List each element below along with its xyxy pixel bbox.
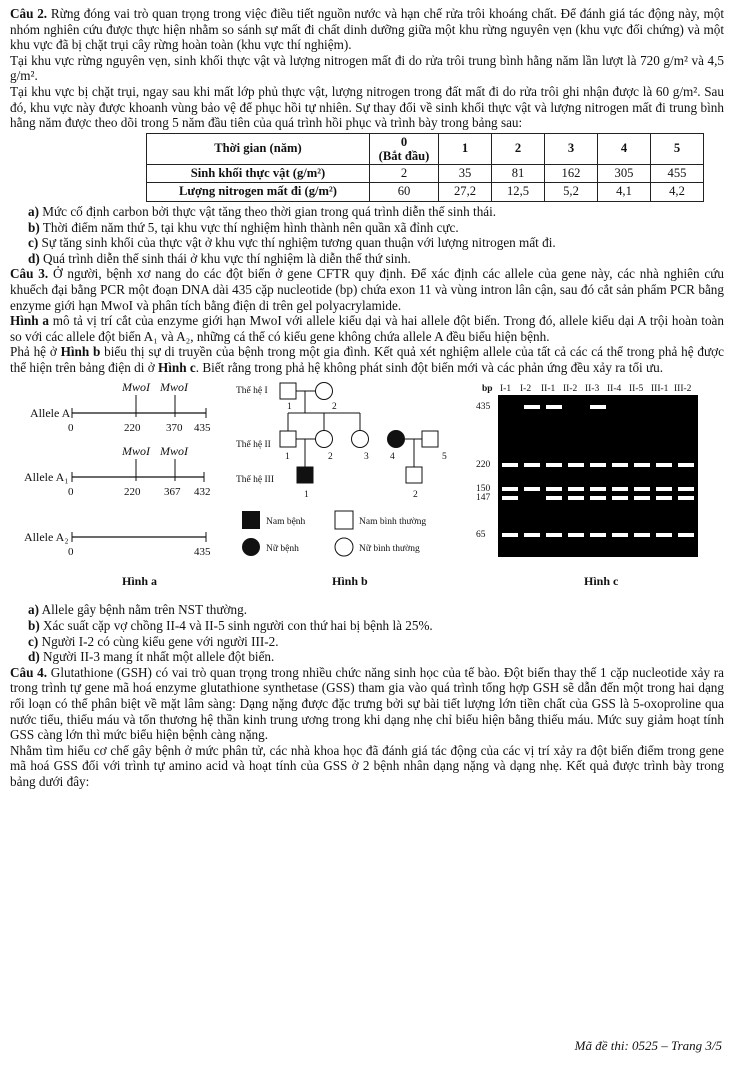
q3-option-b: b) Xác suất cặp vợ chồng II-4 và II-5 sinh người con thứ hai bị bệnh là 25%.: [28, 618, 433, 634]
gel-band: [502, 463, 518, 467]
gen-3-label: Thế hệ III: [236, 475, 274, 486]
gel-band: [612, 487, 628, 491]
gel-band: [502, 496, 518, 500]
table-year: 1: [439, 133, 492, 164]
figure-b: [236, 383, 447, 589]
q2-option-a: a) Mức cố định carbon bởi thực vật tăng theo thời gian trong quá trình diễn thế sinh thái.: [28, 203, 497, 219]
legend-female-ok-icon: [335, 538, 353, 556]
allele-a1-name: Allele A₁: [24, 470, 69, 485]
figures-svg: [10, 379, 724, 602]
pedigree-number: 4: [390, 452, 395, 463]
table-cell: 12,5: [492, 183, 545, 202]
tick-label: 0: [68, 486, 74, 499]
figure-a-caption: Hình a: [122, 574, 158, 589]
tick-label: 435: [194, 546, 211, 559]
table-year: 3: [545, 133, 598, 164]
lane-label: II-3: [585, 384, 600, 395]
gel-band: [546, 463, 562, 467]
tick-label: 367: [164, 486, 181, 499]
figure-b-caption: Hình b: [332, 574, 368, 589]
gel-band: [568, 487, 584, 491]
tick-label: 220: [124, 486, 141, 499]
q2-option-b: b) Thời điểm năm thứ 5, tại khu vực thí nghiệm hình thành nên quần xã đỉnh cực.: [28, 219, 459, 235]
gel-band: [568, 463, 584, 467]
gel-band: [678, 533, 694, 537]
table-header-label: Thời gian (năm): [147, 133, 370, 164]
q3-figures: [10, 379, 724, 602]
legend-female-sick: Nữ bệnh: [266, 544, 299, 555]
gel-band: [546, 487, 562, 491]
allele-a-name: Allele A: [30, 406, 71, 421]
table-cell: 162: [545, 164, 598, 183]
table-row: [147, 164, 704, 183]
enzyme-label: MwoI: [160, 444, 188, 459]
enzyme-label: MwoI: [122, 444, 150, 459]
tick-label: 0: [68, 422, 74, 435]
gel-band: [502, 487, 518, 491]
figure-a: [24, 380, 211, 588]
lane-label: II-5: [629, 384, 644, 395]
lane-label: III-2: [674, 384, 692, 395]
pedigree-number: 5: [442, 452, 447, 463]
lane-label: III-1: [651, 384, 669, 395]
gel-band: [634, 463, 650, 467]
pedigree-number: 1: [304, 490, 309, 501]
table-year: 4: [598, 133, 651, 164]
gel-band: [524, 405, 540, 409]
legend-female-sick-icon: [242, 538, 260, 556]
gel-band: [590, 533, 606, 537]
size-label: 220: [476, 460, 491, 471]
enzyme-label: MwoI: [160, 380, 188, 395]
lane-label: I-1: [500, 384, 512, 395]
gel-band: [590, 463, 606, 467]
q3-option-c: c) Người I-2 có cùng kiểu gene với người III-2.: [28, 633, 279, 649]
tick-label: 435: [194, 422, 211, 435]
q3-paragraph-3: Phả hệ ở Hình b biểu thị sự di truyền của bệnh trong một gia đình. Kết quả xét nghiệm allele của tất cả các cá thể trong phả hệ được thể hiện trên bảng điện di ở Hình c. Biết rằng trong phả hệ không phát sinh đột biến mới và các phản ứng đều xảy ra tối ưu.: [10, 344, 724, 375]
figure-c: [476, 384, 698, 588]
table-year: 5: [651, 133, 704, 164]
gel-band: [612, 533, 628, 537]
lane-label: II-1: [541, 384, 556, 395]
table-cell: 455: [651, 164, 704, 183]
enzyme-label: MwoI: [122, 380, 150, 395]
lane-label: II-2: [563, 384, 578, 395]
q2-option-c: c) Sự tăng sinh khối của thực vật ở khu vực thí nghiệm tương quan thuận với lượng nitrogen mất đi.: [28, 235, 556, 251]
size-label: 147: [476, 493, 491, 504]
table-row-label: Lượng nitrogen mất đi (g/m²): [147, 183, 370, 202]
q4-label: Câu 4.: [10, 664, 48, 680]
gel-band: [524, 487, 540, 491]
gel-band: [656, 533, 672, 537]
q3-option-a: a) Allele gây bệnh nằm trên NST thường.: [28, 602, 247, 618]
table-row: [147, 183, 704, 202]
pedigree-number: 2: [332, 402, 337, 413]
legend-male-sick-icon: [242, 511, 260, 529]
table-cell: 305: [598, 164, 651, 183]
gel-band: [524, 463, 540, 467]
pedigree-male-II-1: [280, 431, 296, 447]
gel-band: [634, 487, 650, 491]
gen-1-label: Thế hệ I: [236, 386, 268, 397]
q2-paragraph-2: Tại khu vực rừng nguyên vẹn, sinh khối thực vật và lượng nitrogen mất đi do rửa trôi trung bình hằng năm lần lượt là 720 g/m² và 4,5 g/m².: [10, 52, 724, 84]
table-cell: 5,2: [545, 183, 598, 202]
tick-label: 220: [124, 422, 141, 435]
size-label: 65: [476, 530, 486, 541]
gel-band: [678, 463, 694, 467]
pedigree-number: 3: [364, 452, 369, 463]
gel-band: [678, 496, 694, 500]
table-year: 2: [492, 133, 545, 164]
q4-paragraph-2: Nhằm tìm hiểu cơ chế gây bệnh ở mức phân tử, các nhà khoa học đã đánh giá tác động của các vị trí xảy ra đột biến điểm trong gene mã hoá GSS đối với trình tự amino acid và hoạt tính của GSS ở 2 bệnh nhân dạng nặng và dạng nhẹ. Kết quả được trình bày trong bảng dưới đây:: [10, 742, 724, 789]
pedigree-female-II-4: [388, 431, 405, 448]
legend-male-sick: Nam bệnh: [266, 517, 306, 528]
page-footer: Mã đề thi: 0525 – Trang 3/5: [574, 1038, 722, 1053]
gel-band: [546, 405, 562, 409]
gel-band: [546, 496, 562, 500]
exam-page: [10, 6, 724, 790]
gel-band: [678, 487, 694, 491]
table-cell: 60: [370, 183, 439, 202]
gel-band: [546, 533, 562, 537]
lane-label: II-4: [607, 384, 622, 395]
q3-paragraph-2: Hình a mô tả vị trí cắt của enzyme giới hạn MwoI với allele kiểu dại và hai allele đột biến. Trong đó, allele kiểu dại A trội hoàn toàn so với các allele đột biến A₁ và A₂, những cá thể có kiểu gene không chứa allele A đều biểu hiện bệnh.: [10, 313, 724, 344]
pedigree-number: 2: [413, 490, 418, 501]
pedigree-male-I-1: [280, 383, 296, 399]
table-row-label: Sinh khối thực vật (g/m²): [147, 164, 370, 183]
q2-option-d: d) Quá trình diễn thế sinh thái ở khu vực thí nghiệm là diễn thế thứ sinh.: [28, 250, 411, 266]
pedigree-female-II-2: [316, 431, 333, 448]
q2-table-wrap: [10, 133, 724, 202]
bp-label: bp: [482, 384, 493, 395]
gel-band: [634, 533, 650, 537]
pedigree-female-II-3: [352, 431, 369, 448]
gel-band: [612, 463, 628, 467]
q2-paragraph-3: Tại khu vực bị chặt trụi, ngay sau khi mất lớp phủ thực vật, lượng nitrogen trong đất mất đi do rửa trôi ghi nhận được là 60 g/m². Sau đó, khu vực này được khoanh vùng bảo vệ để phục hồi tự nhiên. Sự thay đổi về sinh khối thực vật và lượng nitrogen mất đi trung bình hằng năm được theo dõi trong 5 năm đầu tiên của quá trình hồi phục và trình bày trong bảng sau:: [10, 83, 724, 131]
pedigree-male-III-2: [406, 467, 422, 483]
gel-band: [524, 533, 540, 537]
gel-band: [612, 496, 628, 500]
gel-band: [590, 487, 606, 491]
gel-band: [656, 496, 672, 500]
size-label: 150: [476, 484, 491, 495]
pedigree-number: 2: [328, 452, 333, 463]
pedigree-male-III-1: [297, 467, 313, 483]
gel-background: [498, 395, 698, 557]
tick-label: 370: [166, 422, 183, 435]
gel-band: [656, 463, 672, 467]
lane-label: I-2: [520, 384, 532, 395]
q2-data-table: [146, 133, 704, 202]
q2-label: Câu 2.: [10, 6, 48, 21]
gel-band: [568, 496, 584, 500]
q4-intro: Câu 4. Glutathione (GSH) có vai trò quan trọng trong nhiều chức năng sinh học của tế bào. Đột biến thay thế 1 cặp nucleotide xảy ra trong trình tự gene mã hoá enzyme glutathione synthetase (GSS) tham gia vào quá trình tổng hợp GSH sẽ dẫn đến một trong hai dạng rối loạn có thể phân biệt về mặt lâm sàng: Dạng nặng được đặc trưng bởi sự bài tiết lượng lớn tiền chất của GSS là 5-oxoproline qua nước tiểu, thiếu máu và tổn thương hệ thần kinh trung ương trong khi dạng nhẹ chỉ biểu hiện bằng thiếu máu. Mức suy giảm hoạt tính GSS càng lớn thì mức biểu hiện bệnh càng nặng.: [10, 664, 724, 743]
table-header-row: [147, 133, 704, 164]
q3-option-d: d) Người II-3 mang ít nhất một allele đột biến.: [28, 649, 275, 665]
legend-male-ok-icon: [335, 511, 353, 529]
table-cell: 2: [370, 164, 439, 183]
gel-band: [634, 496, 650, 500]
tick-label: 0: [68, 546, 74, 559]
table-year0: 0 (Bắt đầu): [370, 133, 439, 164]
q3-intro: Câu 3. Ở người, bệnh xơ nang do các đột biến ở gene CFTR quy định. Để xác định các allele của gene này, các nhà nghiên cứu khuếch đại bằng PCR một đoạn DNA dài 435 cặp nucleotide (bp) chứa exon 11 và vùng intron lân cận, sau đó cắt sản phẩm PCR bằng enzyme giới hạn MwoI và phân tích bằng điện di trên gel polyacrylamide.: [10, 266, 724, 313]
table-cell: 35: [439, 164, 492, 183]
size-label: 435: [476, 402, 491, 413]
table-cell: 27,2: [439, 183, 492, 202]
gel-band: [590, 405, 606, 409]
pedigree-female-I-2: [316, 383, 333, 400]
gel-band: [568, 533, 584, 537]
gel-band: [502, 533, 518, 537]
table-cell: 4,2: [651, 183, 704, 202]
pedigree-number: 1: [287, 402, 292, 413]
legend-female-ok: Nữ bình thường: [359, 544, 420, 555]
legend-male-ok: Nam bình thường: [359, 517, 427, 528]
allele-a2-name: Allele A₂: [24, 530, 69, 545]
q3-label: Câu 3.: [10, 266, 49, 282]
gel-band: [590, 496, 606, 500]
gen-2-label: Thế hệ II: [236, 440, 271, 451]
pedigree-male-II-5: [422, 431, 438, 447]
figure-c-caption: Hình c: [584, 574, 619, 589]
table-cell: 4,1: [598, 183, 651, 202]
table-cell: 81: [492, 164, 545, 183]
gel-band: [656, 487, 672, 491]
pedigree-number: 1: [285, 452, 290, 463]
tick-label: 432: [194, 486, 211, 499]
q2-intro: Câu 2. Rừng đóng vai trò quan trọng trong việc điều tiết nguồn nước và hạn chế rửa trôi khoáng chất. Để đánh giá tác động này, một nhóm nghiên cứu được thực hiện nhằm so sánh sự mất đi chất dinh dưỡng giữa một khu rừng nguyên vẹn (khu vực đối chứng) và một khu vực đã bị chặt trụi cây rừng hoàn toàn (khu vực thí nghiệm).: [10, 6, 724, 53]
